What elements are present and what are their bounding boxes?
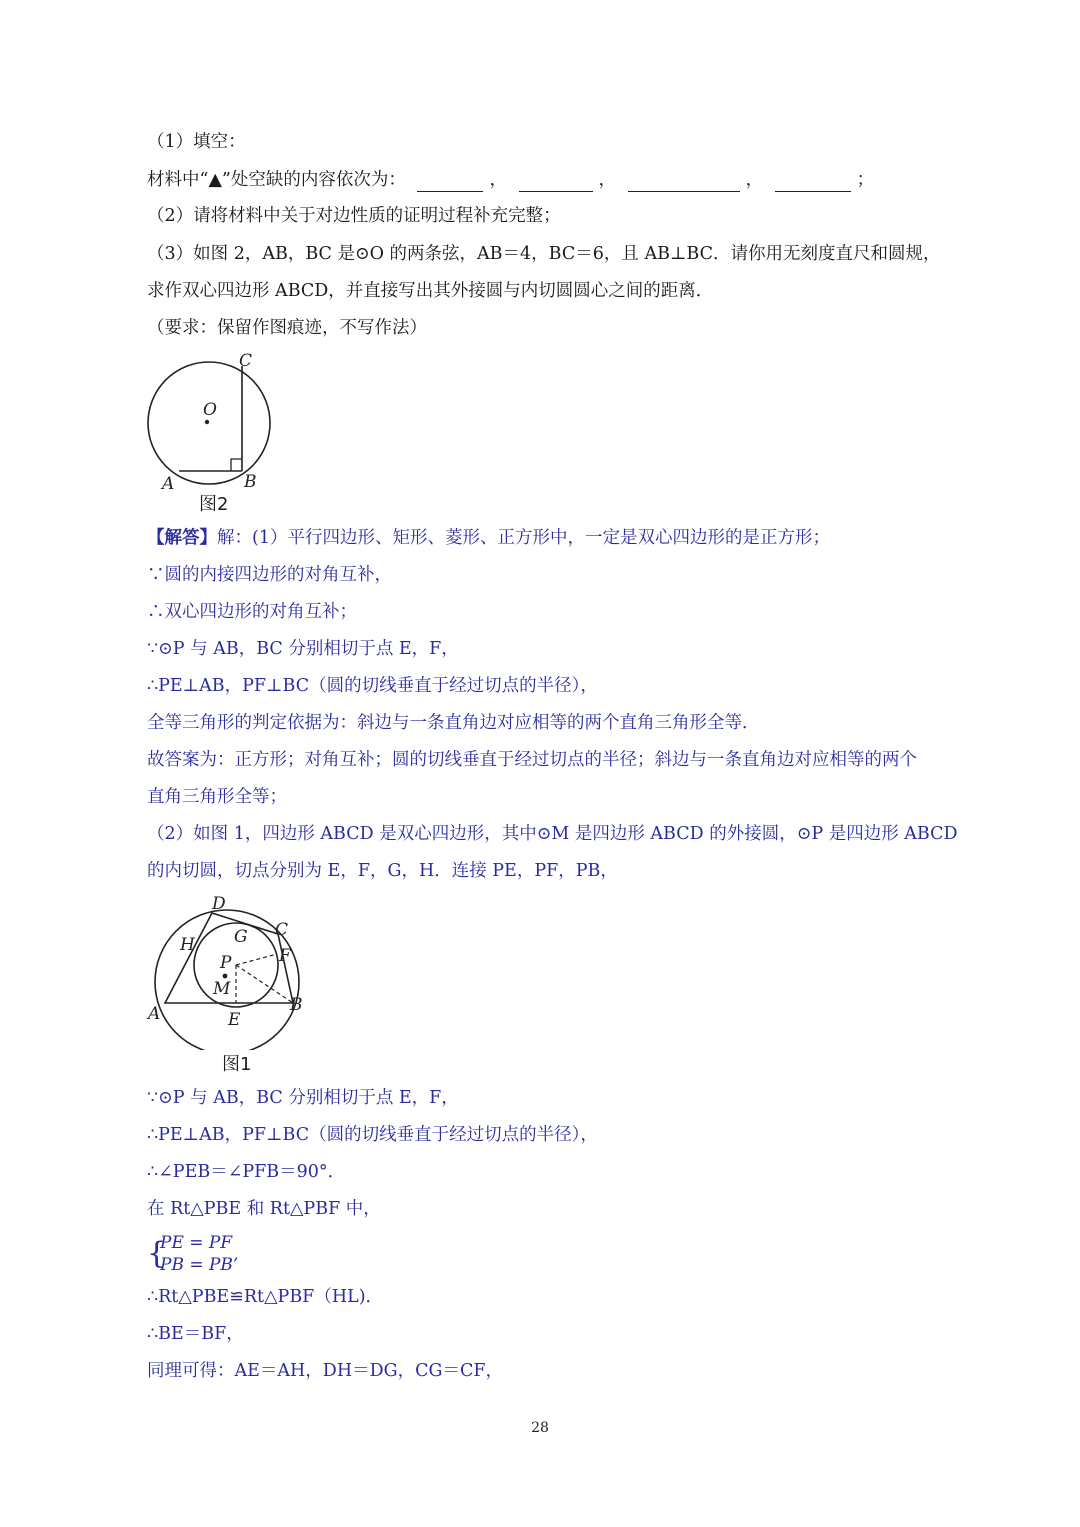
proof-line-3: ∴∠PEB＝∠PFB＝90°． xyxy=(147,1162,346,1182)
right-angle-mark xyxy=(231,459,242,471)
center-dot-o xyxy=(205,420,209,424)
equation-1: PE = PF xyxy=(160,1233,233,1253)
segment-pb xyxy=(236,965,293,1003)
label-o: O xyxy=(203,400,217,420)
segment-pf xyxy=(236,954,277,965)
solution-line-6: 全等三角形的判定依据为：斜边与一条直角边对应相等的两个直角三角形全等． xyxy=(147,713,760,733)
q1-prefix: 材料中“▲”处空缺的内容依次为： xyxy=(147,170,406,190)
center-dot-m xyxy=(223,974,228,979)
fig2-caption: 图2 xyxy=(199,494,229,515)
equation-brace: { xyxy=(147,1236,167,1271)
q1-sep-2: ， xyxy=(598,170,617,190)
label-a: A xyxy=(162,474,175,494)
label-a: A xyxy=(148,1004,161,1024)
label-c: C xyxy=(239,351,253,371)
proof-line-5: ∴Rt△PBE≌Rt△PBF（HL)． xyxy=(147,1287,384,1307)
label-b: B xyxy=(244,472,257,492)
label-p: P xyxy=(220,953,232,973)
fig1-caption: 图1 xyxy=(222,1054,252,1075)
figure-1 xyxy=(140,890,320,1050)
label-c: C xyxy=(275,920,289,940)
equation-2: PB = PB’ xyxy=(160,1255,239,1275)
blank-2[interactable] xyxy=(519,173,593,192)
solution-line-9: （2）如图 1，四边形 ABCD 是双心四边形，其中⊙M 是四边形 ABCD 的外接圆，⊙P 是四边形 ABCD xyxy=(147,824,958,844)
label-b: B xyxy=(290,995,303,1015)
proof-line-7: 同理可得：AE＝AH，DH＝DG，CG＝CF， xyxy=(147,1361,504,1381)
q1-fill-line xyxy=(147,168,874,192)
solution-line-4: ∵⊙P 与 AB，BC 分别相切于点 E，F， xyxy=(147,639,459,659)
proof-line-4: 在 Rt△PBE 和 Rt△PBF 中， xyxy=(147,1199,381,1219)
figure-2 xyxy=(140,348,290,498)
label-g: G xyxy=(234,927,248,947)
solution-s1: 解：(1）平行四边形、矩形、菱形、正方形中，一定是双心四边形的是正方形； xyxy=(217,528,830,548)
proof-line-1: ∵⊙P 与 AB，BC 分别相切于点 E，F， xyxy=(147,1088,459,1108)
solution-line-3: ∴双心四边形的对角互补； xyxy=(147,602,357,622)
solution-line-2: ∵圆的内接四边形的对角互补， xyxy=(147,565,392,585)
blank-4[interactable] xyxy=(775,173,851,192)
label-e: E xyxy=(228,1010,241,1030)
solution-tag: 【解答】 xyxy=(147,528,217,548)
q1-label: （1）填空： xyxy=(147,132,246,152)
q3-line-1: （3）如图 2，AB，BC 是⊙O 的两条弦，AB＝4，BC＝6，且 AB⊥BC．请你用无刻度直尺和圆规， xyxy=(147,244,941,264)
label-m: M xyxy=(213,979,231,999)
q1-sep-3: ， xyxy=(745,170,764,190)
proof-line-2: ∴PE⊥AB，PF⊥BC（圆的切线垂直于经过切点的半径）， xyxy=(147,1125,598,1145)
blank-1[interactable] xyxy=(417,173,483,192)
solution-line-10: 的内切圆，切点分别为 E，F，G，H．连接 PE，PF，PB， xyxy=(147,861,618,881)
q3-line-3: （要求：保留作图痕迹，不写作法） xyxy=(147,318,427,338)
q2-text: （2）请将材料中关于对边性质的证明过程补充完整； xyxy=(147,206,561,226)
page-number: 28 xyxy=(531,1420,549,1436)
q1-sep-1: ， xyxy=(489,170,507,190)
solution-line-8: 直角三角形全等； xyxy=(147,787,287,807)
solution-line-1 xyxy=(147,526,830,550)
label-h: H xyxy=(180,935,195,955)
proof-line-6: ∴BE＝BF， xyxy=(147,1324,244,1344)
label-f: F xyxy=(279,946,291,966)
solution-line-5: ∴PE⊥AB，PF⊥BC（圆的切线垂直于经过切点的半径）， xyxy=(147,676,598,696)
solution-line-7: 故答案为：正方形；对角互补；圆的切线垂直于经过切点的半径；斜边与一条直角边对应相等的两个 xyxy=(147,750,917,770)
circle-o xyxy=(148,362,270,484)
blank-3[interactable] xyxy=(628,173,740,192)
q3-line-2: 求作双心四边形 ABCD，并直接写出其外接圆与内切圆圆心之间的距离． xyxy=(147,281,714,301)
q1-end: ； xyxy=(856,170,875,190)
label-d: D xyxy=(212,894,226,914)
